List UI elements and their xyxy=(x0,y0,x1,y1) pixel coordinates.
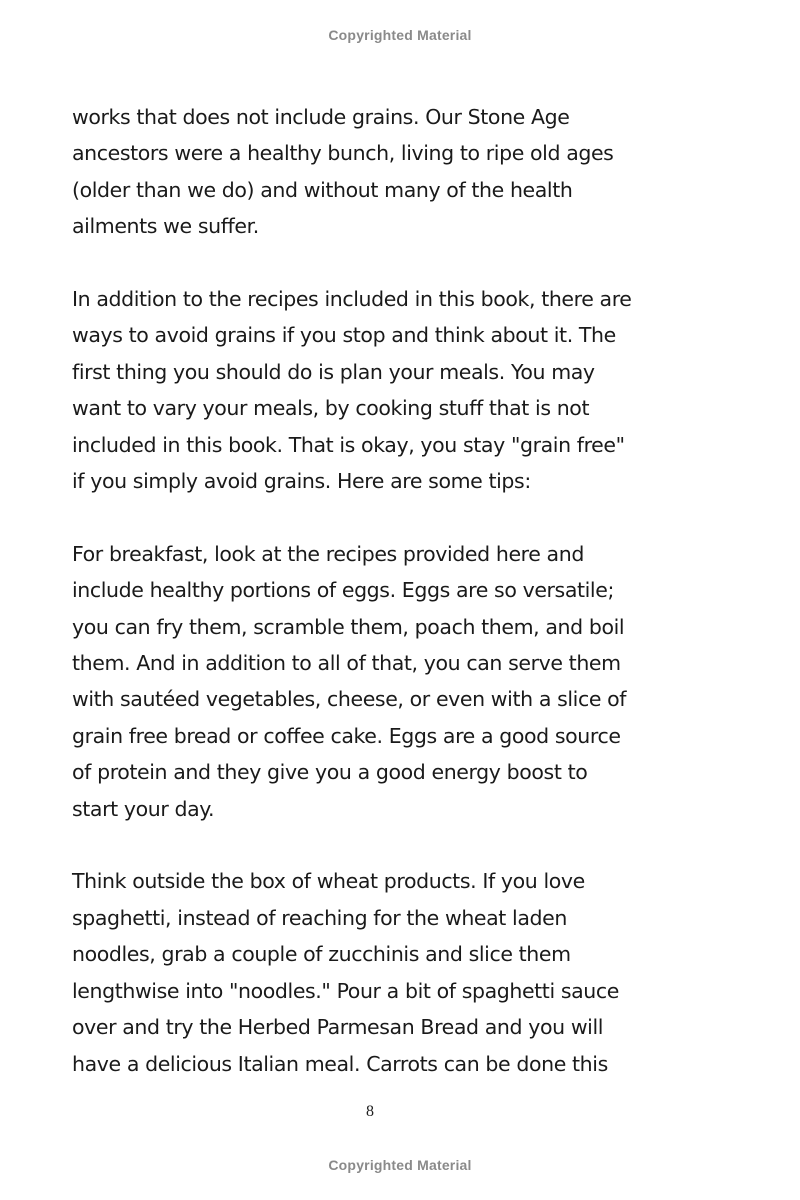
paragraph-2: In addition to the recipes included in this book, there are ways to avoid grains if you stop and think about it. The first thing you should do is plan your meals. You may want to vary your meals, by cooking stuff that is not included in this book. That is okay, you stay "grain free" if you simply avoid grains. Here are some tips: xyxy=(72,287,632,494)
paragraph-4: Think outside the box of wheat products. If you love spaghetti, instead of reaching for the wheat laden noodles, grab a couple of zucchinis and slice them lengthwise into "noodles." Pour a bit of spaghetti sauce over and try the Herbed Parmesan Bread and you will have a delicious Italian meal. Carrots can be done this xyxy=(72,869,619,1076)
watermark-top: Copyrighted Material xyxy=(328,27,472,43)
paragraph-3: For breakfast, look at the recipes provided here and include healthy portions of eggs. Eggs are so versatile; you can fry them, scramble them, poach them, and boil them. And in addition to all of that, you can serve them with sautéed vegetables, cheese, or even with a slice of grain free bread or coffee cake. Eggs are a good source of protein and they give you a good energy boost to start your day. xyxy=(72,541,627,821)
page-body xyxy=(72,99,712,1118)
watermark-bottom: Copyrighted Material xyxy=(328,1157,472,1173)
page-number: 8 xyxy=(366,1103,374,1120)
paragraph-1: works that does not include grains. Our Stone Age ancestors were a healthy bunch, living to ripe old ages (older than we do) and without many of the health ailments we suffer. xyxy=(72,105,614,239)
